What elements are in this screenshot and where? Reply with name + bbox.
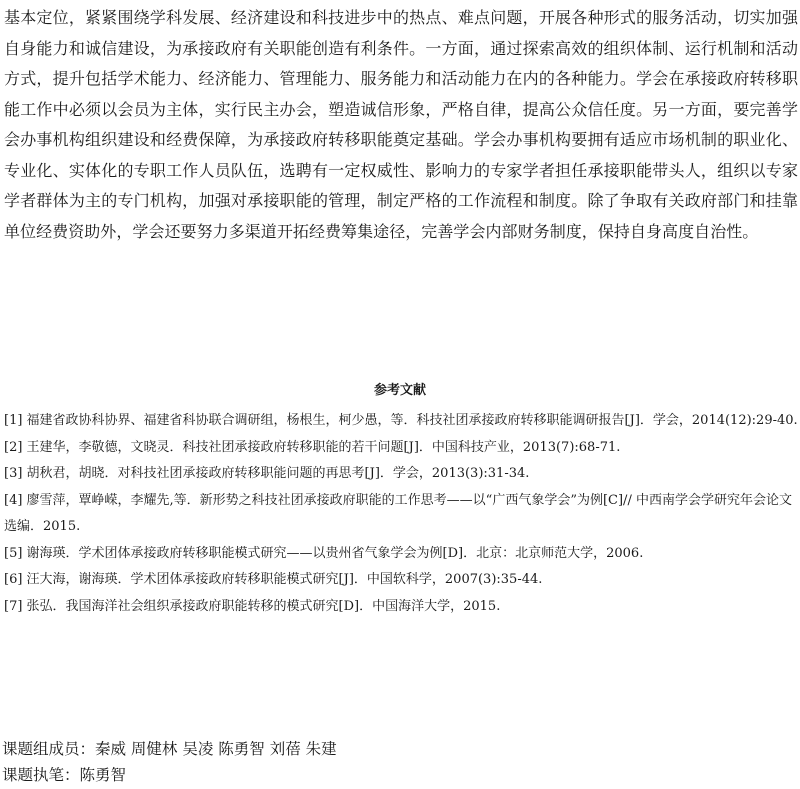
reference-item: [1] 福建省政协科协界、福建省科协联合调研组，杨根生，柯少愚，等．科技社团承接政府转移职能调研报告[J]．学会，2014(12):29-40.	[4, 413, 798, 428]
reference-item: [3] 胡秋君，胡晓．对科技社团承接政府转移职能问题的再思考[J]．学会，2013(3):31-34.	[4, 466, 530, 481]
reference-item: [5] 谢海瑛．学术团体承接政府转移职能模式研究——以贵州省气象学会为例[D]．北京：北京师范大学，2006.	[4, 545, 644, 561]
lead-writer: 课题执笔：陈勇智	[2, 766, 127, 784]
team-members: 课题组成员：秦威 周健林 吴凌 陈勇智 刘蓓 朱建	[2, 740, 337, 758]
body-paragraph: 基本定位，紧紧围绕学科发展、经济建设和科技进步中的热点、难点问题，开展各种形式的服务活动，切实加强自身能力和诚信建设，为承接政府有关职能创造有利条件。一方面，通过探索高效的组织体制、运行机制和活动方式，提升包括学术能力、经济能力、管理能力、服务能力和活动能力在内的各种能力。学会在承接政府转移职能工作中必须以会员为主体，实行民主办会，塑造诚信形象，严格自律，提高公众信任度。另一方面，要完善学会办事机构组织建设和经费保障，为承接政府转移职能奠定基础。学会办事机构要拥有适应市场机制的职业化、专业化、实体化的专职工作人员队伍，选聘有一定权威性、影响力的专家学者担任承接职能带头人，组织以专家学者群体为主的专门机构，加强对承接职能的管理，制定严格的工作流程和制度。除了争取有关政府部门和挂靠单位经费资助外，学会还要努力多渠道开拓经费筹集途径，完善学会内部财务制度，保持自身高度自治性。	[4, 8, 798, 241]
credits	[2, 736, 337, 788]
references-title: 参考文献	[373, 383, 426, 398]
reference-item: [6] 汪大海，谢海瑛．学术团体承接政府转移职能模式研究[J]．中国软科学，2007(3):35-44.	[4, 572, 543, 587]
references-list	[4, 408, 798, 620]
reference-item: [7] 张弘．我国海洋社会组织承接政府职能转移的模式研究[D]．中国海洋大学，2015.	[4, 598, 501, 614]
reference-item: [4] 廖雪萍，覃峥嵘，李耀先,等．新形势之科技社团承接政府职能的工作思考——以“广西气象学会”为例[C]// 中西南学会学研究年会论文选编．2015.	[4, 492, 792, 534]
reference-item: [2] 王建华，李敬德，文晓灵．科技社团承接政府转移职能的若干问题[J]．中国科技产业，2013(7):68-71.	[4, 439, 621, 455]
